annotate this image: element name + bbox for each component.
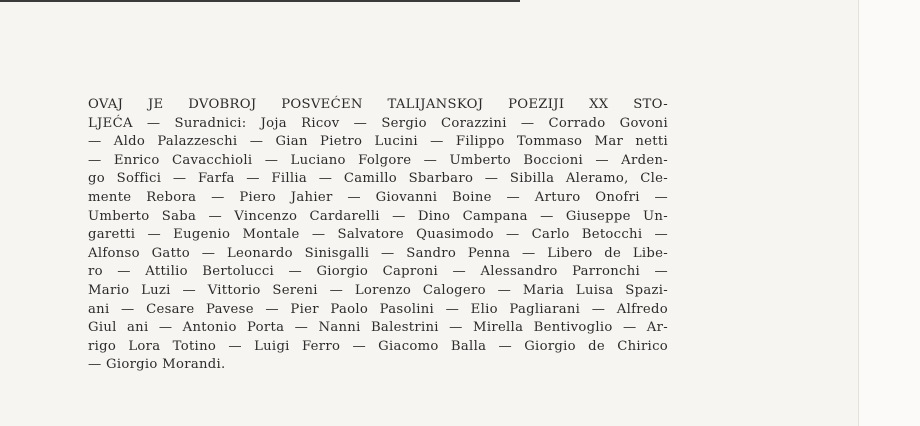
text-line-3: — Aldo Palazzeschi — Gian Pietro Lucini — Filippo Tommaso Mar netti (88, 134, 668, 150)
text-line-8: garetti — Eugenio Montale — Salvatore Quasimodo — Carlo Betocchi — (88, 227, 668, 243)
text-line-14: rigo Lora Totino — Luigi Ferro — Giacomo Balla — Giorgio de Chirico (88, 338, 668, 354)
text-line-2: LJEĆA — Suradnici: Joja Ricov — Sergio Corazzini — Corrado Govoni (88, 115, 668, 131)
top-rule (0, 0, 520, 2)
text-line-9: Alfonso Gatto — Leonardo Sinisgalli — Sandro Penna — Libero de Libe- (88, 245, 668, 261)
text-line-4: — Enrico Cavacchioli — Luciano Folgore — Umberto Boccioni — Arden- (88, 152, 668, 168)
text-line-1: OVAJ JE DVOBROJ POSVEĆEN TALIJANSKOJ POEZIJI XX STO- (88, 97, 668, 112)
text-line-6: mente Rebora — Piero Jahier — Giovanni Boine — Arturo Onofri — (88, 189, 668, 205)
dedication-paragraph (88, 96, 668, 375)
text-line-11: Mario Luzi — Vittorio Sereni — Lorenzo Calogero — Maria Luisa Spazi- (88, 282, 668, 298)
page-edge (858, 0, 920, 426)
text-line-5: go Soffici — Farfa — Fillia — Camillo Sbarbaro — Sibilla Aleramo, Cle- (88, 171, 668, 187)
text-line-7: Umberto Saba — Vincenzo Cardarelli — Dino Campana — Giuseppe Un- (88, 208, 668, 224)
text-line-13: Giul ani — Antonio Porta — Nanni Balestrini — Mirella Bentivoglio — Ar- (88, 320, 668, 336)
text-line-15: — Giorgio Morandi. (88, 357, 226, 373)
text-line-10: ro — Attilio Bertolucci — Giorgio Caproni — Alessandro Parronchi — (88, 264, 668, 280)
text-line-12: ani — Cesare Pavese — Pier Paolo Pasolini — Elio Pagliarani — Alfredo (88, 301, 668, 317)
